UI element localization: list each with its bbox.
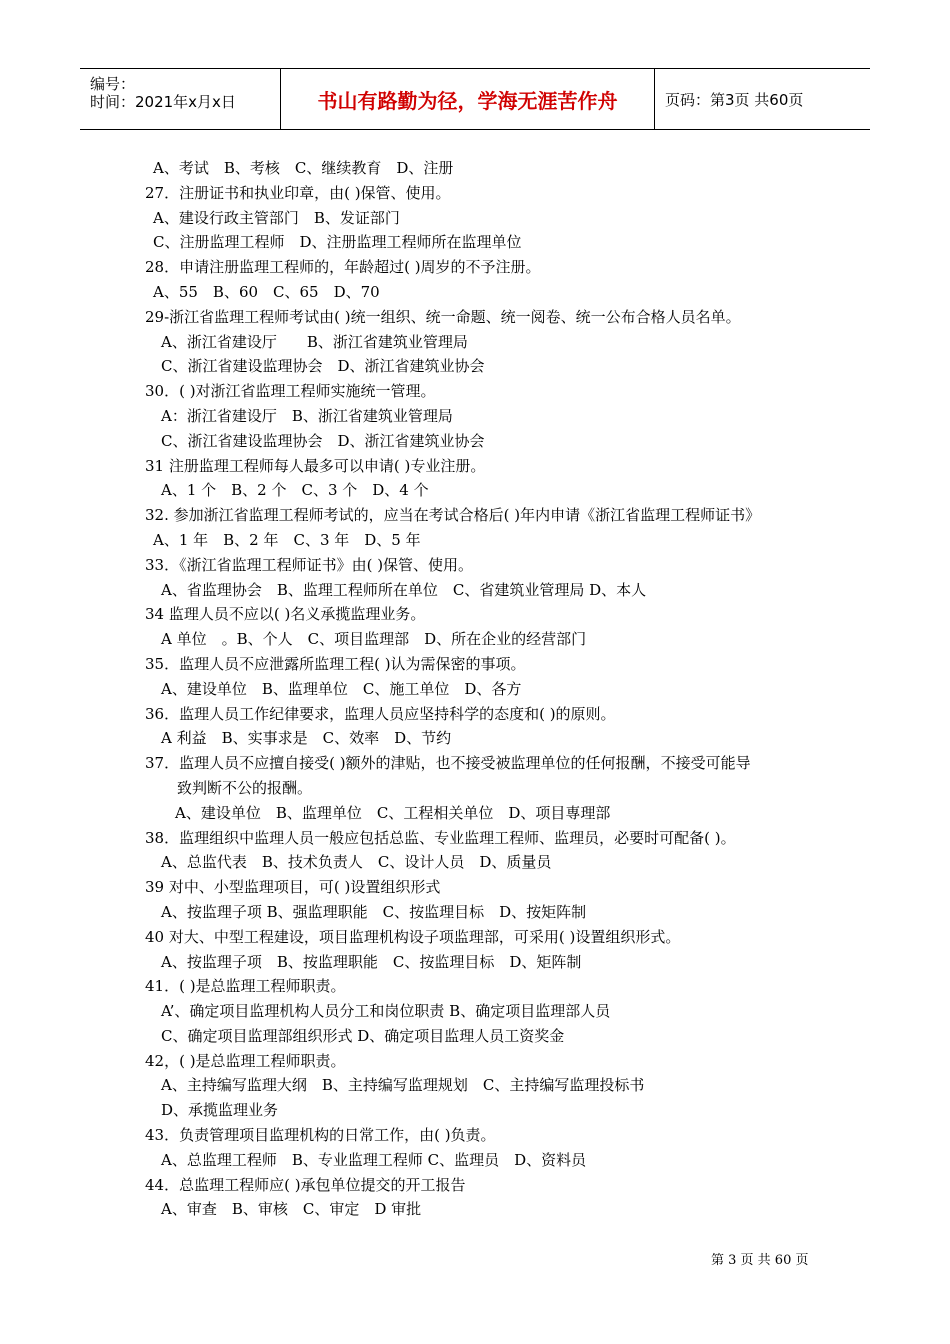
question-stem: 40 对大、中型工程建设，项目监理机构设子项监理部，可采用( )设置组织形式。 [145,927,681,946]
question-options: A、审查 B、审核 C、审定 D 审批 [161,1200,422,1219]
question-stem: 37．监理人员不应擅自接受( )额外的津贴，也不接受被监理单位的任何报酬，不接受可能导 [145,754,751,773]
question-stem: 34 监理人员不应以( )名义承揽监理业务。 [145,605,426,624]
question-stem: 29-浙江省监理工程师考试由( )统一组织、统一命题、统一阅卷、统一公布合格人员名单。 [145,307,741,326]
question-options: A、按监理子项 B、强监理职能 C、按监理目标 D、按矩阵制 [161,902,587,921]
question-stem: 35．监理人员不应泄露所监理工程( )认为需保密的事项。 [145,654,526,673]
question-options: A、55 B、60 C、65 D、70 [153,282,380,301]
question-stem: 33．《浙江省监理工程师证书》由( )保管、使用。 [145,555,474,574]
question-options: C、注册监理工程师 D、注册监理工程师所在监理单位 [153,233,522,252]
footer-page-number: 第 3 页 共 60 页 [711,1253,809,1268]
question-stem: 28．申请注册监理工程师的，年龄超过( )周岁的不予注册。 [145,258,541,277]
question-options: A、建设单位 B、监理单位 C、工程相关单位 D、项目専理部 [175,803,611,822]
question-stem: 39 对中、小型监理项目，可( )设置组织形式 [145,878,441,897]
question-options: 致判断不公的报酬。 [177,778,313,797]
question-options: A、考试 B、考核 C、继续教育 D、注册 [153,159,454,177]
question-stem: 36．监理人员工作纪律要求，监理人员应坚持科学的态度和( )的原则。 [145,704,616,723]
question-options: A、浙江省建设厅 B、浙江省建筑业管理局 [161,332,468,351]
question-stem: 30．( )对浙江省监理工程师实施统一管理。 [145,382,436,401]
header-left-cell [80,69,281,129]
question-stem: 27．注册证书和执业印章，由( )保管、使用。 [145,183,451,202]
question-options: A、建设单位 B、监理单位 C、施工单位 D、各方 [161,679,522,698]
question-options: C、确定项目监理部组织形式 D、确定项目监理人员工资奖金 [161,1026,565,1045]
question-options: A、主持编写监理大纲 B、主持编写监理规划 C、主持编写监理投标书 [161,1076,645,1095]
question-options: C、浙江省建设监理协会 D、浙江省建筑业协会 [161,357,485,376]
question-options: C、浙江省建设监理协会 D、浙江省建筑业协会 [161,431,485,450]
header-page-cell [655,69,870,129]
question-options: A、省监理协会 B、监理工程师所在单位 C、省建筑业管理局 D、本人 [161,580,647,599]
question-stem: 31 注册监理工程师每人最多可以申请( )专业注册。 [145,456,486,475]
header-page-number: 页码：第3页 共60页 [665,90,804,109]
page-header [80,68,870,130]
question-options: A、1 个 B、2 个 C、3 个 D、4 个 [161,481,429,500]
question-options: A 利益 B、实事求是 C、效率 D、节约 [161,729,452,748]
question-options: A：浙江省建设厅 B、浙江省建筑业管理局 [161,406,453,425]
question-options: A、总监理工程师 B、专业监理工程师 C、监理员 D、资料员 [161,1150,587,1169]
question-options: A、1 年 B、2 年 C、3 年 D、5 年 [153,530,421,549]
question-options: D、承揽监理业务 [161,1101,279,1120]
question-list [145,156,825,1222]
question-stem: 41．( )是总监理工程师职责。 [145,977,346,996]
header-motto: 书山有路勤为径，学海无涯苦作舟 [317,88,618,113]
question-options: A、建设行政主管部门 B、发证部门 [153,208,400,227]
document-number-label: 编号： [90,75,136,93]
question-stem: 38．监理组织中监理人员一般应包括总监、专业监理工程师、监理员，必要时可配备( )。 [145,828,736,847]
question-stem: 43．负责管理项目监理机构的日常工作，由( )负责。 [145,1126,496,1145]
question-stem: 32. 参加浙江省监理工程师考试的，应当在考试合格后( )年内申请《浙江省监理工程师证书》 [145,506,761,525]
question-stem: 44．总监理工程师应( )承包单位提交的开工报告 [145,1175,466,1194]
question-stem: 42，( )是总监理工程师职责。 [145,1051,346,1070]
question-options: A’、确定项目监理机构人员分工和岗位职责 B、确定项目监理部人员 [161,1002,611,1021]
document-time-label: 时间：2021年x月x日 [90,93,236,111]
question-options: A、总监代表 B、技术负责人 C、设计人员 D、质量员 [161,853,552,872]
header-motto-cell [281,69,655,129]
question-options: A、按监理子项 B、按监理职能 C、按监理目标 D、矩阵制 [161,952,582,971]
question-options: A 单位 。B、个人 C、项目监理部 D、所在企业的经营部门 [161,630,587,649]
